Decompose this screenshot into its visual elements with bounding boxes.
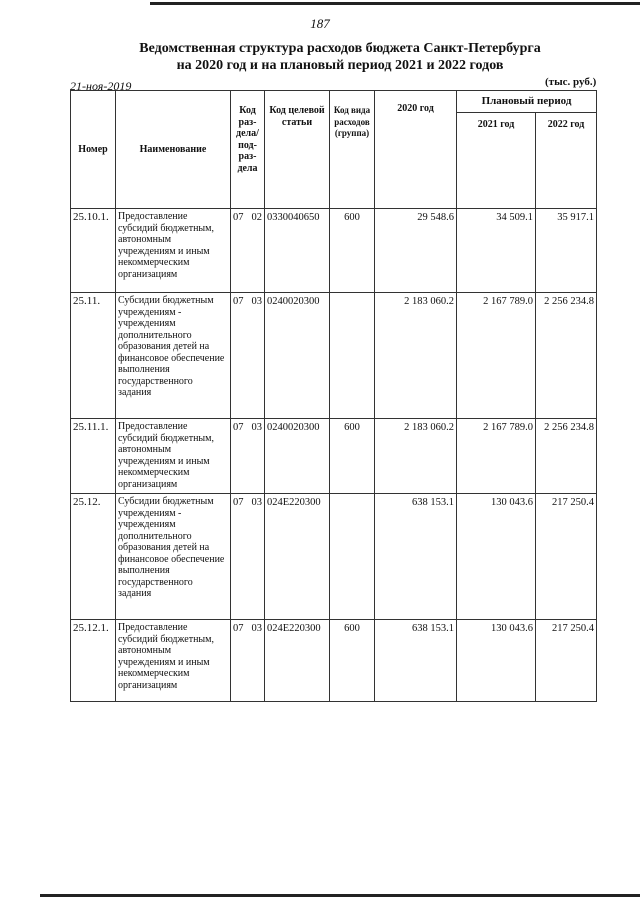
bottom-rule	[40, 894, 640, 897]
title-line-1: Ведомственная структура расходов бюджета Санкт-Петербурга	[139, 41, 541, 56]
header-2022: 2022 год	[536, 113, 597, 209]
table-row	[71, 620, 597, 702]
row-value-2021: 2 167 789.0	[457, 293, 536, 419]
header-number: Номер	[71, 91, 116, 209]
table-row	[71, 293, 597, 419]
row-razdel: 07	[233, 623, 244, 634]
row-podrazdel: 03	[251, 422, 262, 433]
row-section-code	[231, 419, 265, 494]
header-target-code: Код целевой статьи	[265, 91, 330, 209]
row-value-2020: 29 548.6	[375, 209, 457, 293]
row-razdel: 07	[233, 212, 244, 223]
row-value-2020: 638 153.1	[375, 620, 457, 702]
header-2021: 2021 год	[457, 113, 536, 209]
row-value-2020: 2 183 060.2	[375, 293, 457, 419]
row-name: Предоставление субсидий бюджетным, автономным учреждениям и иным некоммерческим организациям	[116, 620, 231, 702]
row-section-code	[231, 620, 265, 702]
row-value-2021: 130 043.6	[457, 620, 536, 702]
row-razdel: 07	[233, 422, 244, 433]
header-expense-type-code: Код вида расходов (группа)	[330, 91, 375, 209]
row-target-code: 0330040650	[265, 209, 330, 293]
row-number: 25.11.1.	[71, 419, 116, 494]
budget-table	[70, 90, 597, 702]
row-podrazdel: 03	[251, 296, 262, 307]
document-title	[130, 40, 550, 74]
row-razdel: 07	[233, 296, 244, 307]
row-value-2020: 638 153.1	[375, 494, 457, 620]
row-podrazdel: 03	[251, 623, 262, 634]
row-expense-type-code	[330, 494, 375, 620]
row-target-code: 0240020300	[265, 419, 330, 494]
row-section-code	[231, 209, 265, 293]
row-number: 25.11.	[71, 293, 116, 419]
header-2020: 2020 год	[375, 91, 457, 209]
row-target-code: 024E220300	[265, 494, 330, 620]
row-name: Субсидии бюджетным учреждениям - учреждениям дополнительного образования детей на финансовое обеспечение выполнения государственного задания	[116, 293, 231, 419]
table-row	[71, 209, 597, 293]
row-podrazdel: 02	[251, 212, 262, 223]
row-podrazdel: 03	[251, 497, 262, 508]
row-number: 25.10.1.	[71, 209, 116, 293]
row-value-2021: 2 167 789.0	[457, 419, 536, 494]
row-expense-type-code	[330, 293, 375, 419]
row-value-2022: 217 250.4	[536, 620, 597, 702]
table-row	[71, 494, 597, 620]
header-planning-period: Плановый период	[457, 91, 597, 113]
row-value-2022: 2 256 234.8	[536, 419, 597, 494]
row-value-2021: 34 509.1	[457, 209, 536, 293]
title-line-2: на 2020 год и на плановый период 2021 и 2022 годов	[176, 58, 504, 73]
row-section-code	[231, 293, 265, 419]
row-value-2022: 2 256 234.8	[536, 293, 597, 419]
row-value-2022: 217 250.4	[536, 494, 597, 620]
row-value-2022: 35 917.1	[536, 209, 597, 293]
row-name: Предоставление субсидий бюджетным, автономным учреждениям и иным некоммерческим организациям	[116, 419, 231, 494]
row-expense-type-code: 600	[330, 620, 375, 702]
row-target-code: 0240020300	[265, 293, 330, 419]
top-rule	[150, 2, 640, 5]
document-date: 21-ноя-2019	[70, 79, 132, 93]
row-expense-type-code: 600	[330, 209, 375, 293]
row-section-code	[231, 494, 265, 620]
table-row	[71, 419, 597, 494]
row-name: Предоставление субсидий бюджетным, автономным учреждениям и иным некоммерческим организациям	[116, 209, 231, 293]
row-value-2021: 130 043.6	[457, 494, 536, 620]
row-razdel: 07	[233, 497, 244, 508]
row-number: 25.12.	[71, 494, 116, 620]
page-number: 187	[310, 16, 330, 31]
header-section-code: Код раз-дела/ под-раз-дела	[231, 91, 265, 209]
row-number: 25.12.1.	[71, 620, 116, 702]
row-name: Субсидии бюджетным учреждениям - учреждениям дополнительного образования детей на финансовое обеспечение выполнения государственного задания	[116, 494, 231, 620]
row-expense-type-code: 600	[330, 419, 375, 494]
row-value-2020: 2 183 060.2	[375, 419, 457, 494]
header-name: Наименование	[116, 91, 231, 209]
row-target-code: 024E220300	[265, 620, 330, 702]
units-label: (тыс. руб.)	[545, 76, 597, 88]
